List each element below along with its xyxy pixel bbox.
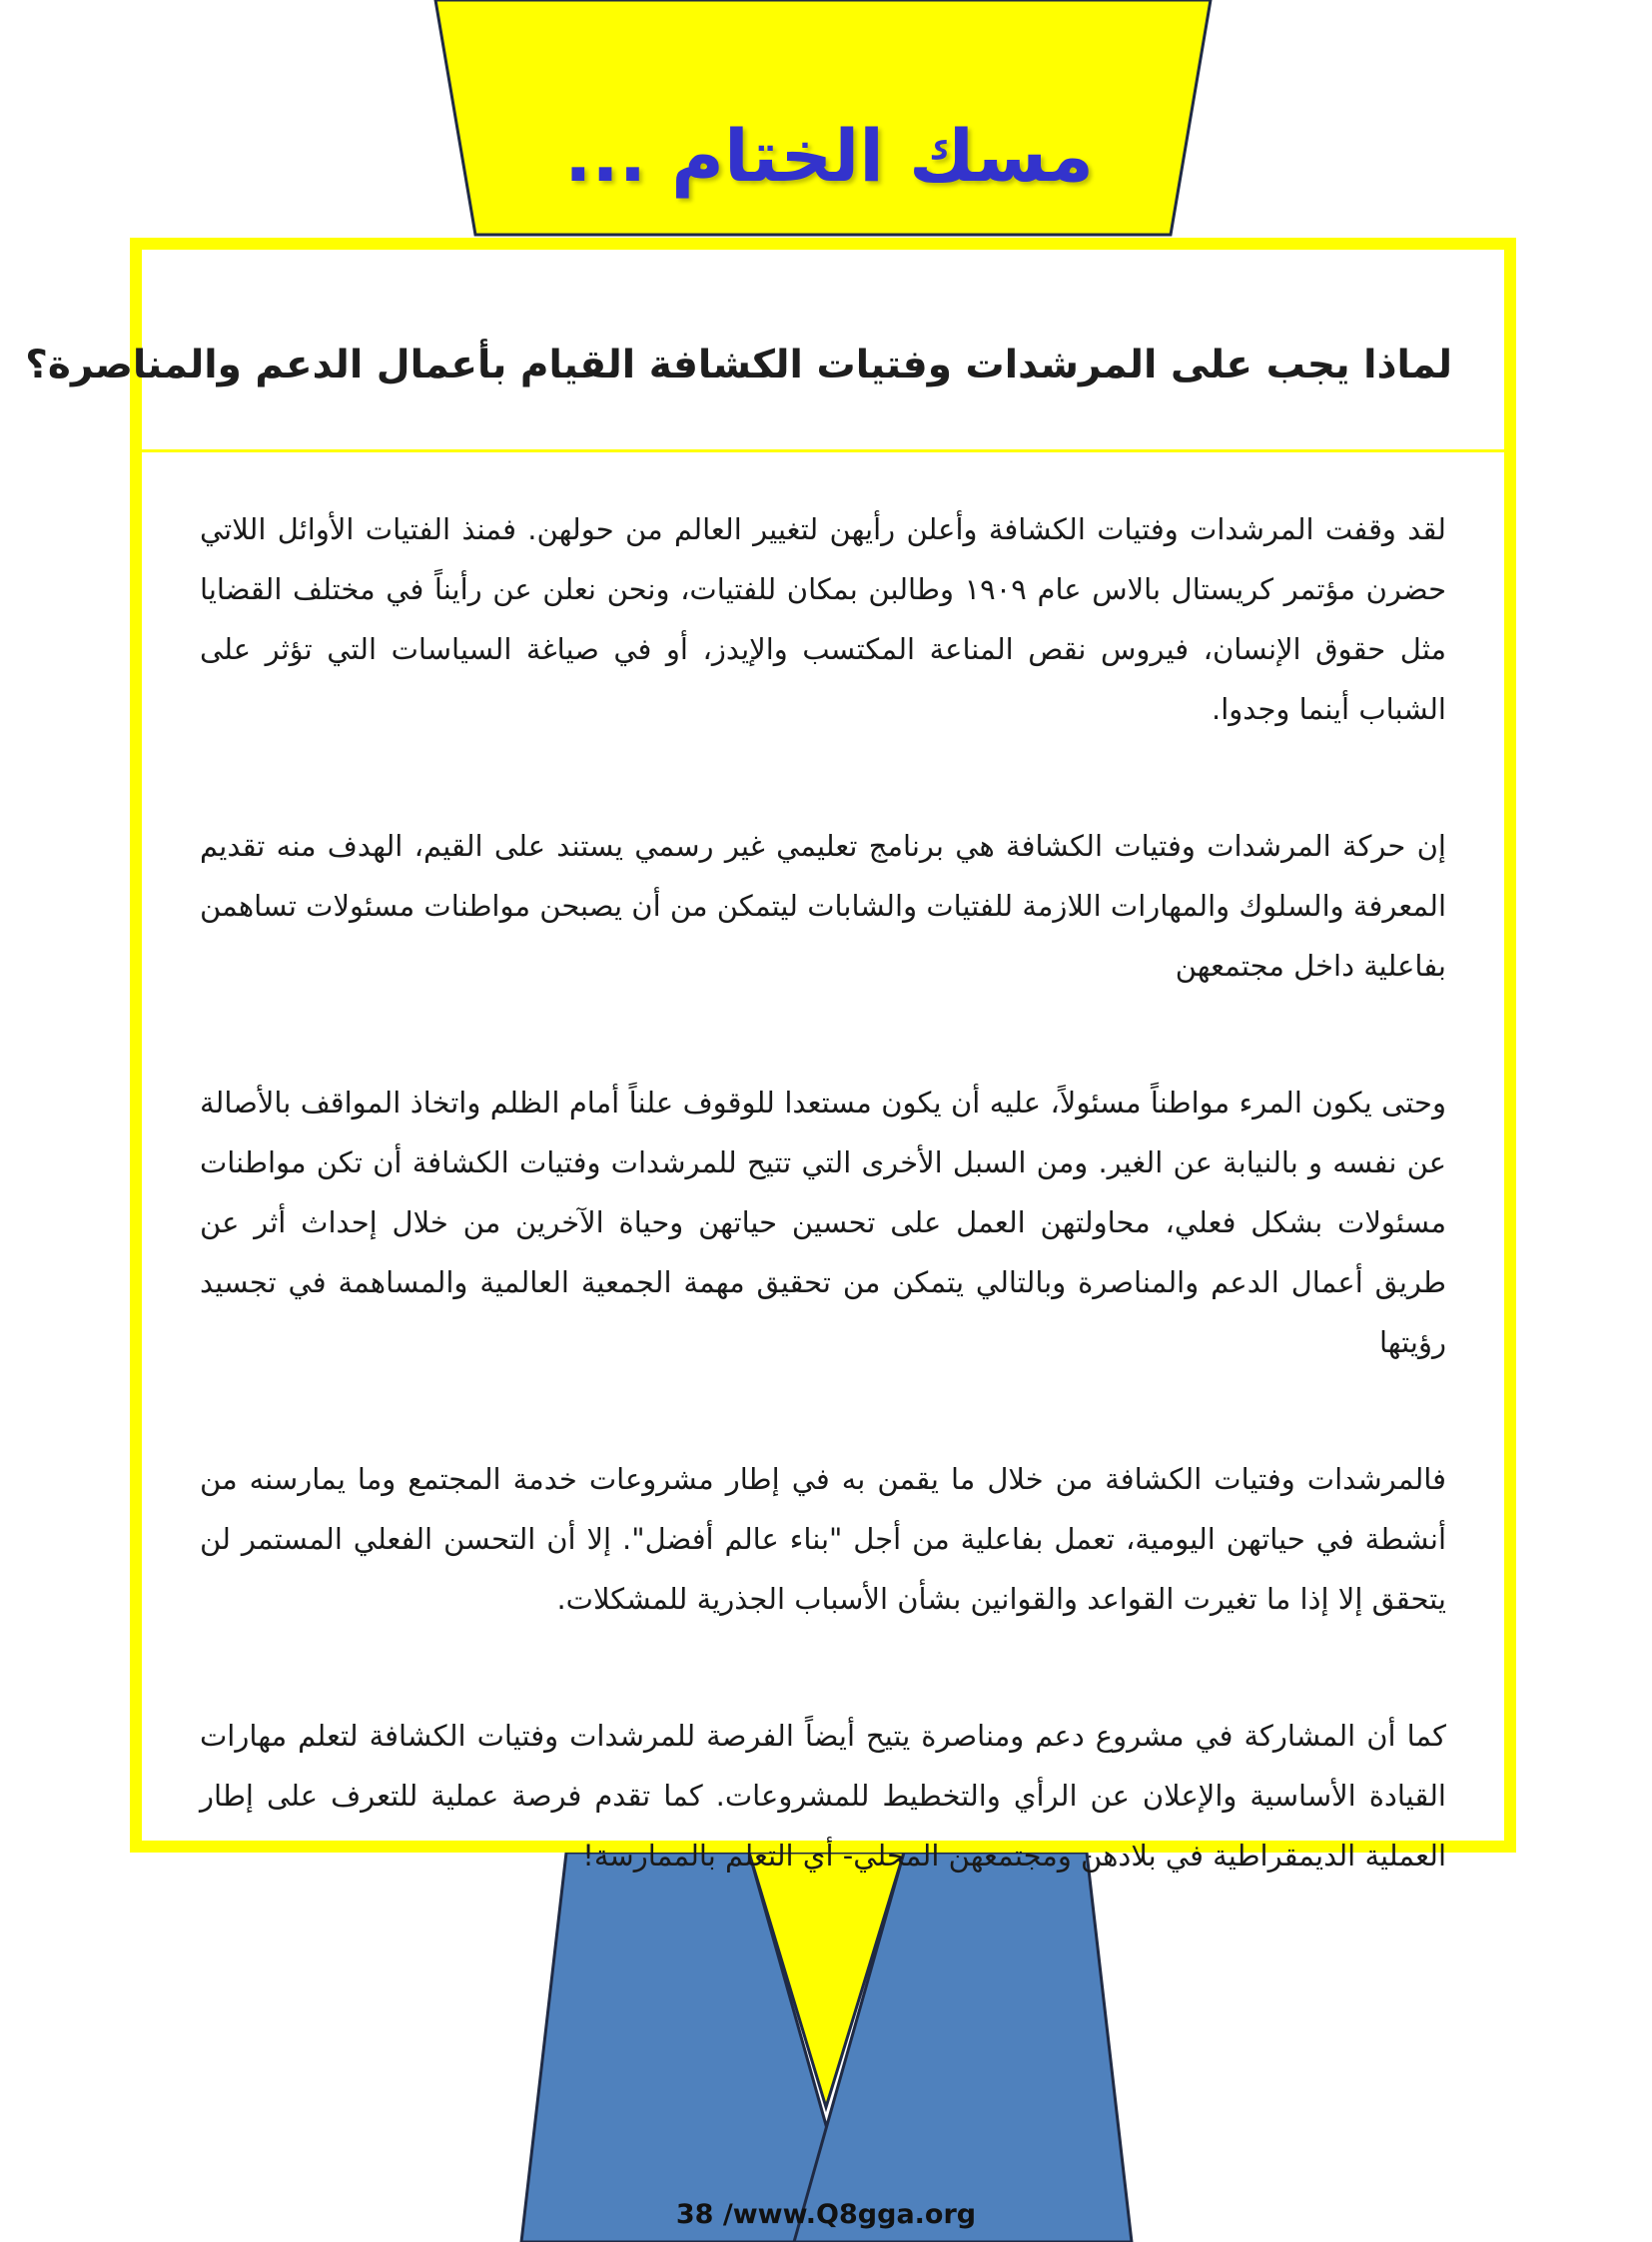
body-text <box>200 499 1446 1962</box>
paragraph-2: إن حركة المرشدات وفتيات الكشافة هي برنامج تعليمي غير رسمي يستند على القيم، الهدف منه تقديم المعرفة والسلوك والمهارات اللازمة للفتيات والشابات ليتمكن من أن يصبحن مواطنات مسئولات تساهمن بفاعلية داخل مجتمعهن <box>200 829 1446 983</box>
section-heading: لماذا يجب على المرشدات وفتيات الكشافة القيام بأعمال الدعم والمناصرة؟ <box>25 343 1452 387</box>
paragraph-5: كما أن المشاركة في مشروع دعم ومناصرة يتيح أيضاً الفرصة للمرشدات وفتيات الكشافة لتعلم مهارات القيادة الأساسية والإعلان عن الرأي والتخطيط للمشروعات. كما تقدم فرصة عملية للتعرف على إطار العملية الديمقراطية في بلادهن ومجتمعهن المحلي- أي التعلم بالممارسة! <box>200 1719 1446 1872</box>
heading-divider <box>142 449 1504 452</box>
paragraph-4: فالمرشدات وفتيات الكشافة من خلال ما يقمن به في إطار مشروعات خدمة المجتمع وما يمارسنه من أنشطة في حياتهن اليومية، تعمل بفاعلية من أجل "بناء عالم أفضل". إلا أن التحسن الفعلي المستمر لن يتحقق إلا إذا ما تغيرت القواعد والقوانين بشأن الأسباب الجذرية للمشكلات. <box>200 1462 1446 1616</box>
page-title: مسك الختام ... <box>564 114 1094 198</box>
paragraph-3: وحتى يكون المرء مواطناً مسئولاً، عليه أن يكون مستعدا للوقوف علناً أمام الظلم واتخاذ المواقف بالأصالة عن نفسه و بالنيابة عن الغير. ومن السبل الأخرى التي تتيح للمرشدات وفتيات الكشافة أن تكن مواطنات مسئولات بشكل فعلي، محاولتهن العمل على تحسين حياتهن وحياة الآخرين من خلال إحداث أثر عن طريق أعمال الدعم والمناصرة وبالتالي يتمكن من تحقيق مهمة الجمعية العالمية والمساهمة في تجسيد رؤيتها <box>200 1086 1446 1359</box>
content-box <box>25 238 1516 1872</box>
footer-page-url: 38 /www.Q8gga.org <box>675 2199 977 2230</box>
paragraph-1: لقد وقفت المرشدات وفتيات الكشافة وأعلن رأيهن لتغيير العالم من حولهن. فمنذ الفتيات الأوائل اللاتي حضرن مؤتمر كريستال بالاس عام ١٩٠٩ وطالبن بمكان للفتيات، ونحن نعلن عن رأيناً في مختلف القضايا مثل حقوق الإنسان، فيروس نقص المناعة المكتسب والإيدز، أو في صياغة السياسات التي تؤثر على الشباب أينما وجدوا. <box>200 512 1446 726</box>
